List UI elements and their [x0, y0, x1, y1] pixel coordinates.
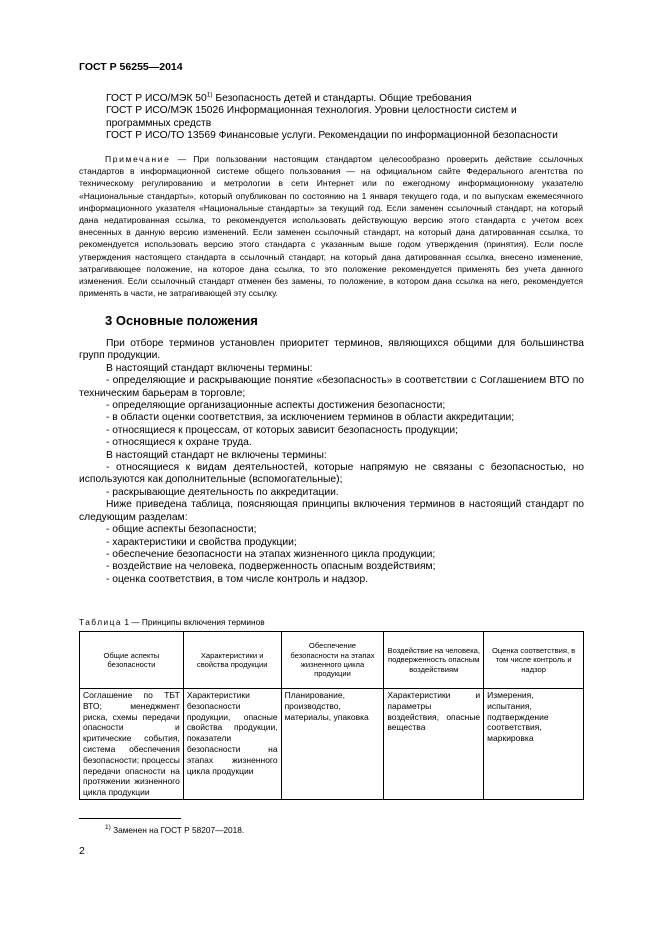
- table-cell: Соглашение по ТБТ ВТО; менеджмент риска, схемы передачи опасности и критические события, система обеспечения безопасности; процессы передачи опасности на протяжении жизненного цикла продукции: [80, 689, 184, 800]
- body-paragraph: - относящиеся к процессам, от которых зависит безопасность продукции;: [106, 424, 459, 436]
- table-header-cell: Воздействие на человека, подверженность опасным воздействиям: [384, 632, 484, 689]
- footnote-divider: [79, 818, 181, 819]
- footnote: $^{1)}$ Заменен на ГОСТ Р 58207—2018.: [105, 824, 245, 835]
- table-cell: Измерения, испытания, подтверждение соответствия, маркировка: [484, 689, 584, 800]
- table-cell: Характеристики и параметры воздействия, опасные вещества: [384, 689, 484, 800]
- section-body: [79, 338, 584, 586]
- body-paragraph: - относящиеся к охране труда.: [106, 437, 252, 449]
- table-caption: Таблица 1 — Принципы включения терминов: [79, 617, 265, 627]
- note-text: — При пользовании настоящим стандартом целесообразно проверить действие ссылочных стандартов в информационной системе общего пользования — на официальном сайте Федерального агентства по техническому регулированию и метрологии в сети Интернет или по ежегодному информационному указателю «Национальные стандарты», который опубликован по состоянию на 1 января текущего года, и по выпускам ежемесячного информационного указателя «Национальные стандарты» за текущий год. Если заменен ссылочный стандарт, на который дана недатированная ссылка, то рекомендуется использовать действующую версию этого стандарта с учетом всех внесенных в данную версию изменений. Если заменен ссылочный стандарт, на который дана датированная ссылка, то рекомендуется использовать версию этого стандарта с указанным выше годом утверждения (принятия). Если после утверждения настоящего стандарта в ссылочный стандарт, на который дана датированная ссылка, внесено изменение, затрагивающее положение, на которое дана ссылка, то это положение рекомендуется применять без учета данного изменения. Если ссылочный стандарт отменен без замены, то положение, в котором дана ссылка на него, рекомендуется применять в части, не затрагивающей эту ссылку.: [79, 154, 583, 299]
- table-header-cell: Оценка соответствия, в том числе контроль и надзор: [484, 632, 584, 689]
- page-number: 2: [79, 845, 85, 857]
- terms-table: [79, 631, 584, 800]
- body-paragraph: - относящиеся к видам деятельностей, которые напрямую не связаны с безопасностью, но используются как дополнительные (вспомогательные);: [79, 462, 584, 486]
- body-paragraph: В настоящий стандарт включены термины:: [106, 362, 313, 374]
- table-header-cell: Обеспечение безопасности на этапах жизненного цикла продукции: [281, 632, 384, 689]
- table-cell: Характеристики безопасности продукции, опасные свойства продукции, показатели безопасности на этапах жизненного цикла продукции: [183, 689, 281, 800]
- note-label: Примечание: [105, 154, 171, 164]
- body-paragraph: В настоящий стандарт не включены термины:: [106, 449, 327, 461]
- body-paragraph: - общие аспекты безопасности;: [106, 524, 257, 536]
- table-header-cell: Общие аспекты безопасности: [80, 632, 184, 689]
- body-paragraph: При отборе терминов установлен приоритет терминов, являющихся общими для большинства групп продукции.: [79, 338, 584, 362]
- body-paragraph: - в области оценки соответствия, за исключением терминов в области аккредитации;: [106, 412, 515, 424]
- table-header-cell: Характеристики и свойства продукции: [183, 632, 281, 689]
- table-header-row: [80, 632, 584, 689]
- body-paragraph: - раскрывающие деятельность по аккредитации.: [106, 486, 339, 498]
- table-cell: Планирование, производство, материалы, упаковка: [281, 689, 384, 800]
- reference-list: [79, 93, 584, 143]
- body-paragraph: Ниже приведена таблица, поясняющая принципы включения терминов в настоящий стандарт по следующим разделам:: [79, 499, 584, 523]
- body-paragraph: - определяющие и раскрывающие понятие «безопасность» в соответствии с Соглашением ВТО по техническим барьерам в торговле;: [79, 375, 584, 399]
- document-header: ГОСТ Р 56255—2014: [79, 61, 183, 73]
- body-paragraph: - воздействие на человека, подверженность опасным воздействиям;: [106, 561, 436, 573]
- section-title: 3 Основные положения: [105, 313, 258, 328]
- body-paragraph: - оценка соответствия, в том числе контроль и надзор.: [106, 573, 369, 585]
- reference-item: ГОСТ Р ИСО/МЭК 15026 Информационная технология. Уровни целостности систем и программных средств: [106, 105, 517, 129]
- body-paragraph: - обеспечение безопасности на этапах жизненного цикла продукции;: [106, 548, 436, 560]
- body-paragraph: - характеристики и свойства продукции;: [106, 536, 297, 548]
- body-paragraph: - определяющие организационные аспекты достижения безопасности;: [106, 400, 446, 412]
- reference-item: ГОСТ Р ИСО/МЭК 50$^{1)}$ Безопасность детей и стандарты. Общие требования: [106, 91, 472, 104]
- reference-note: [79, 153, 583, 299]
- table-row: [80, 689, 584, 800]
- reference-item: ГОСТ Р ИСО/ТО 13569 Финансовые услуги. Рекомендации по информационной безопасности: [106, 130, 558, 142]
